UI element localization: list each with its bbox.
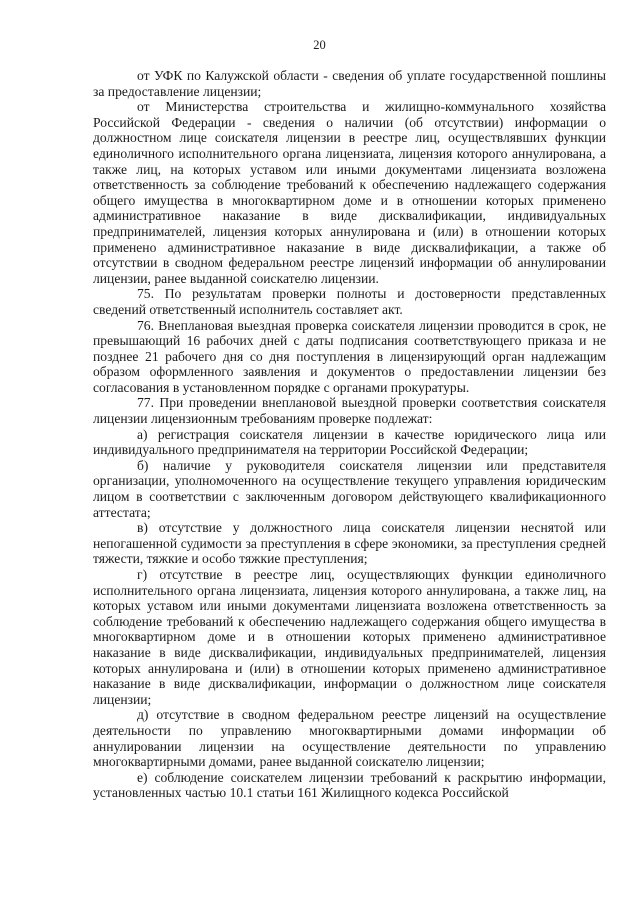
document-body xyxy=(93,68,606,801)
paragraph-ministry-info: от Министерства строительства и жилищно-коммунального хозяйства Российской Федерации - сведения о наличии (об отсутствии) информации о должностном лице соискателя лицензии в реестре лиц, осуществлявших функции единоличного исполнительного органа лицензиата, лицензия которого аннулирована, а также лиц, на которых уставом или иными документами лицензиата возложена ответственность за соблюдение требований к обеспечению надлежащего содержания общего имущества в многоквартирном доме и в отношении которых применено административное наказание в виде дисквалификации, индивидуальных предпринимателей, лицензия которых аннулирована и (или) в отношении которых применено административное наказание в виде дисквалификации, а также об отсутствии в сводном федеральном реестре лицензий информации об аннулировании лицензии, ранее выданной соискателю лицензии. xyxy=(93,99,606,286)
page-number: 20 xyxy=(313,38,326,52)
paragraph-ufk-info: от УФК по Калужской области - сведения об уплате государственной пошлины за предоставление лицензии; xyxy=(93,68,606,99)
paragraph-77: 77. При проведении внеплановой выездной проверки соответствия соискателя лицензии лицензионным требованиям проверке подлежат: xyxy=(93,395,606,427)
subitem-v: в) отсутствие у должностного лица соискателя лицензии неснятой или непогашенной судимости за преступления в сфере экономики, за преступления средней тяжести, тяжкие и особо тяжкие преступления; xyxy=(93,520,606,567)
subitem-d: д) отсутствие в сводном федеральном реестре лицензий на осуществление деятельности по управлению многоквартирными домами информации об аннулировании лицензии на осуществление деятельности по управлению многоквартирными домами, ранее выданной соискателю лицензии; xyxy=(93,707,606,770)
paragraph-75: 75. По результатам проверки полноты и достоверности представленных сведений ответственный исполнитель составляет акт. xyxy=(93,286,606,317)
subitem-a: а) регистрация соискателя лицензии в качестве юридического лица или индивидуального предпринимателя на территории Российской Федерации; xyxy=(93,426,606,458)
paragraph-76: 76. Внеплановая выездная проверка соискателя лицензии проводится в срок, не превышающий 16 рабочих дней с даты подписания соответствующего приказа и не позднее 21 рабочего дня со дня поступления в лицензирующий орган надлежащим образом оформленного заявления и документов о предоставлении лицензии без согласования в установленном порядке с органами прокуратуры. xyxy=(93,317,606,395)
subitem-b: б) наличие у руководителя соискателя лицензии или представителя организации, уполномоченного на осуществление текущего управления юридическим лицом в соответствии с заключенным договором действующего квалификационного аттестата; xyxy=(93,457,606,520)
subitem-e: е) соблюдение соискателем лицензии требований к раскрытию информации, установленных частью 10.1 статьи 161 Жилищного кодекса Российской xyxy=(93,769,606,801)
subitem-g: г) отсутствие в реестре лиц, осуществляющих функции единоличного исполнительного органа лицензиата, лицензия которого аннулирована, а также лиц, на которых уставом или иными документами лицензиата возложена ответственность за соблюдение требований к обеспечению надлежащего содержания общего имущества в многоквартирном доме и в отношении которых применено административное наказание в виде дисквалификации, индивидуальных предпринимателей, лицензия которых аннулирована и (или) в отношении которых применено административное наказание в виде дисквалификации, информации о должностном лице соискателя лицензии; xyxy=(93,567,606,707)
